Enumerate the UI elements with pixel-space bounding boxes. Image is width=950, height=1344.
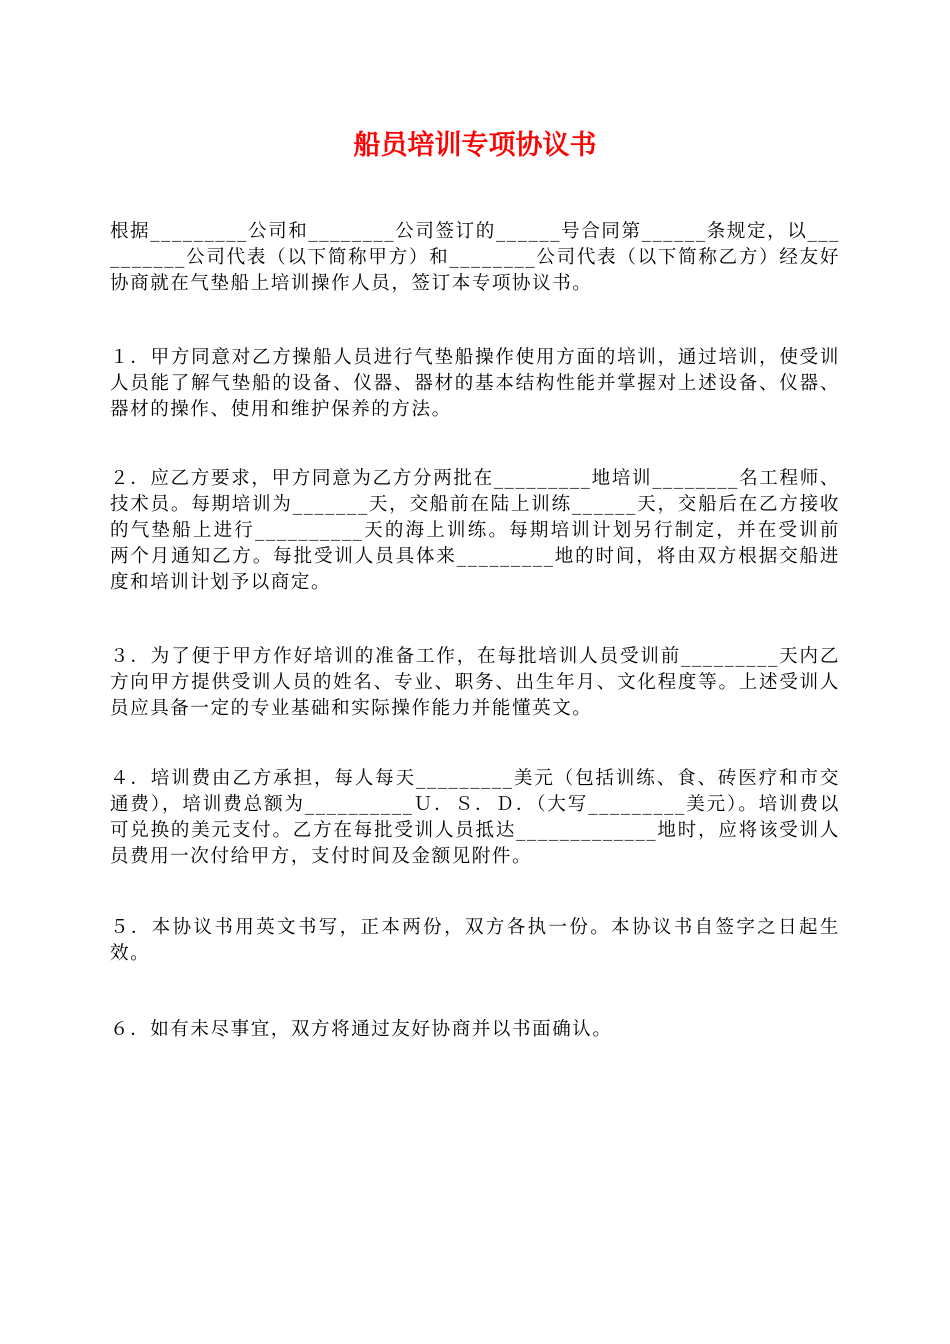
clause-2-paragraph: ２．应乙方要求，甲方同意为乙方分两批在_________地培训________名工程师、技术员。每期培训为_______天，交船前在陆上训练______天，交船后在乙方接收的气垫船上进行__________天的海上训练。每期培训计划另行制定，并在受训前两个月通知乙方。每批受训人员具体来_________地的时间，将由双方根据交船进度和培训计划予以商定。 — [110, 468, 840, 593]
clause-5-paragraph: ５．本协议书用英文书写，正本两份，双方各执一份。本协议书自签字之日起生效。 — [110, 917, 840, 964]
clause-3-paragraph: ３．为了便于甲方作好培训的准备工作，在每批培训人员受训前_________天内乙方向甲方提供受训人员的姓名、专业、职务、出生年月、文化程度等。上述受训人员应具备一定的专业基础和实际操作能力并能懂英文。 — [110, 646, 840, 719]
clause-4-paragraph: ４．培训费由乙方承担，每人每天_________美元（包括训练、食、砖医疗和市交通费），培训费总额为__________Ｕ．Ｓ．Ｄ．（大写_________美元）。培训费以可兑换的美元支付。乙方在每批受训人员抵达_____________地时，应将该受训人员费用一次付给甲方，支付时间及金额见附件。 — [110, 768, 840, 867]
clause-1-paragraph: １．甲方同意对乙方操船人员进行气垫船操作使用方面的培训，通过培训，使受训人员能了解气垫船的设备、仪器、器材的基本结构性能并掌握对上述设备、仪器、器材的操作、使用和维护保养的方法。 — [110, 347, 840, 420]
intro-paragraph: 根据_________公司和________公司签订的______号合同第______条规定，以__________公司代表（以下简称甲方）和________公司代表（以下简称乙方）经友好协商就在气垫船上培训操作人员，签订本专项协议书。 — [110, 221, 840, 294]
document-title: 船员培训专项协议书 — [353, 130, 597, 161]
clause-6-paragraph: ６．如有未尽事宜，双方将通过友好协商并以书面确认。 — [110, 1019, 613, 1040]
